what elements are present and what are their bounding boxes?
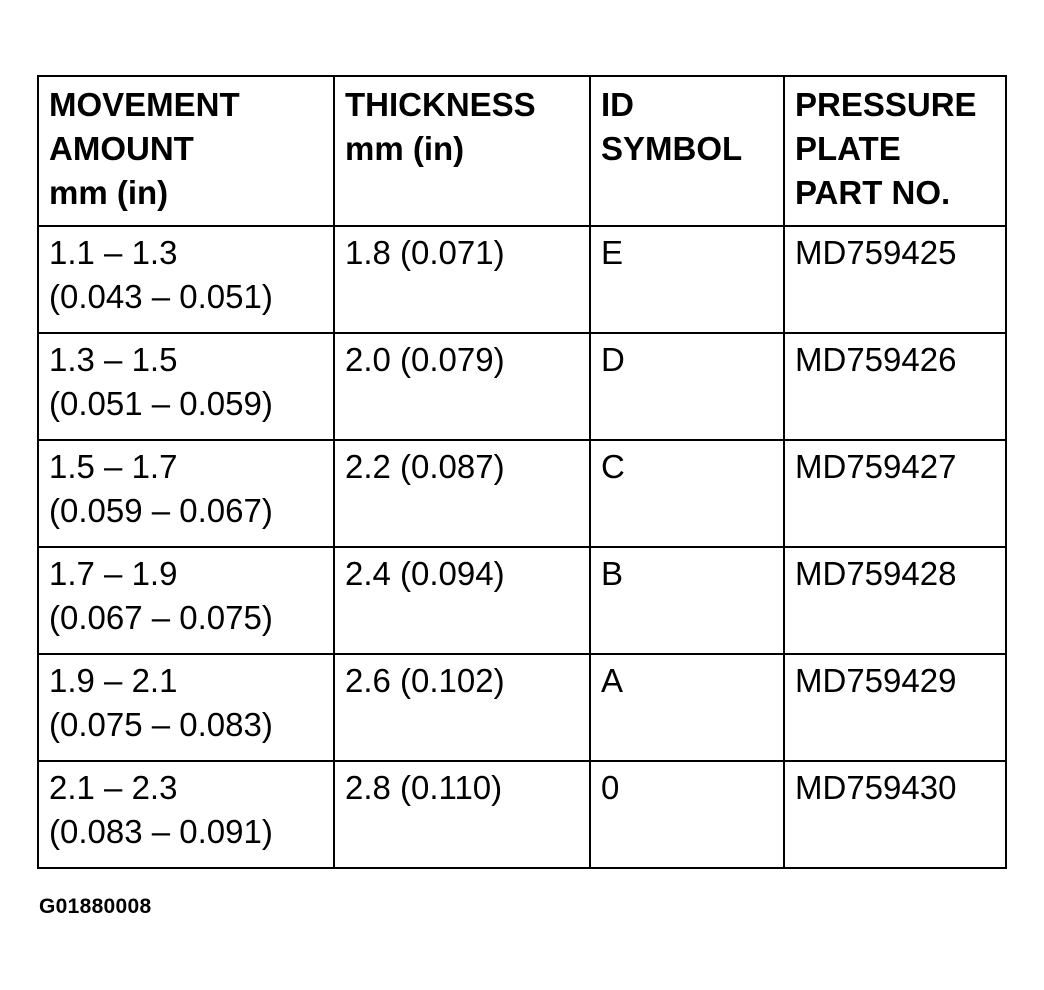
- cell-id-symbol: D: [590, 333, 784, 440]
- cell-movement-amount: 1.9 – 2.1 (0.075 – 0.083): [38, 654, 334, 761]
- header-movement-amount: MOVEMENT AMOUNT mm (in): [38, 76, 334, 226]
- cell-movement-amount: 1.3 – 1.5 (0.051 – 0.059): [38, 333, 334, 440]
- table-header-row: [38, 76, 1006, 226]
- cell-movement-amount: 1.1 – 1.3 (0.043 – 0.051): [38, 226, 334, 333]
- cell-id-symbol: C: [590, 440, 784, 547]
- header-id-symbol: ID SYMBOL: [590, 76, 784, 226]
- cell-part-no: MD759429: [784, 654, 1006, 761]
- cell-thickness: 2.4 (0.094): [334, 547, 590, 654]
- cell-part-no: MD759428: [784, 547, 1006, 654]
- cell-part-no: MD759426: [784, 333, 1006, 440]
- cell-id-symbol: B: [590, 547, 784, 654]
- cell-thickness: 2.0 (0.079): [334, 333, 590, 440]
- table-row: [38, 547, 1006, 654]
- cell-movement-amount: 1.5 – 1.7 (0.059 – 0.067): [38, 440, 334, 547]
- cell-part-no: MD759427: [784, 440, 1006, 547]
- cell-id-symbol: 0: [590, 761, 784, 868]
- cell-part-no: MD759425: [784, 226, 1006, 333]
- header-thickness: THICKNESS mm (in): [334, 76, 590, 226]
- cell-thickness: 1.8 (0.071): [334, 226, 590, 333]
- figure-id-label: G01880008: [39, 895, 152, 918]
- table-row: [38, 654, 1006, 761]
- table-row: [38, 226, 1006, 333]
- pressure-plate-spec-table: [37, 75, 1007, 869]
- cell-thickness: 2.6 (0.102): [334, 654, 590, 761]
- table-row: [38, 761, 1006, 868]
- cell-thickness: 2.8 (0.110): [334, 761, 590, 868]
- cell-movement-amount: 1.7 – 1.9 (0.067 – 0.075): [38, 547, 334, 654]
- cell-movement-amount: 2.1 – 2.3 (0.083 – 0.091): [38, 761, 334, 868]
- cell-part-no: MD759430: [784, 761, 1006, 868]
- table-row: [38, 333, 1006, 440]
- cell-thickness: 2.2 (0.087): [334, 440, 590, 547]
- cell-id-symbol: E: [590, 226, 784, 333]
- table-row: [38, 440, 1006, 547]
- header-part-no: PRESSURE PLATE PART NO.: [784, 76, 1006, 226]
- cell-id-symbol: A: [590, 654, 784, 761]
